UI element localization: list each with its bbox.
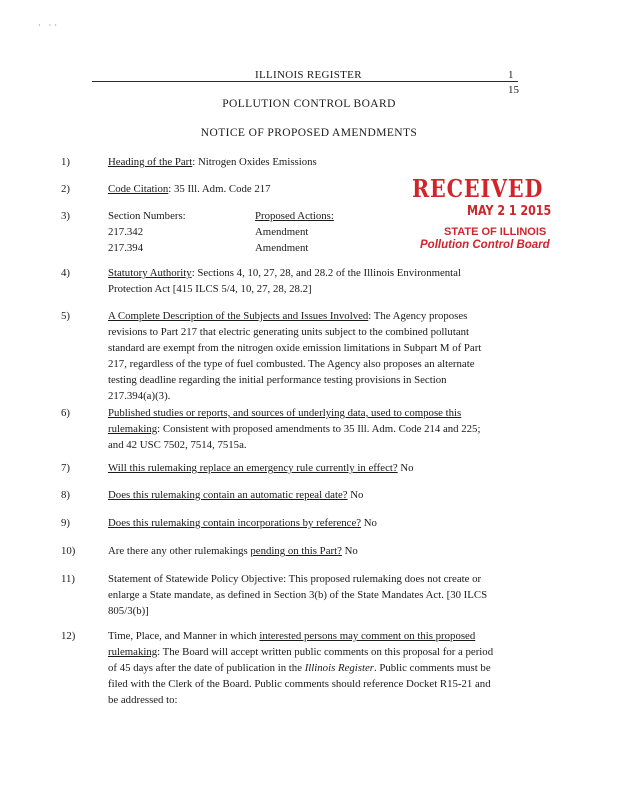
item-text: : Sections 4, 10, 27, 28, and 28.2 of the Illinois Environmental — [191, 267, 461, 279]
item-7 — [61, 460, 561, 476]
item-number: 7) — [61, 462, 70, 474]
item-text: No — [397, 462, 414, 474]
page-mark: 1 — [508, 69, 514, 81]
notice-title: NOTICE OF PROPOSED AMENDMENTS — [200, 127, 418, 139]
item-text: : Consistent with proposed amendments to 35 Ill. Adm. Code 214 and 225; — [157, 423, 481, 435]
proposed-action: Amendment — [255, 226, 309, 238]
item-text: : The Agency proposes — [368, 310, 468, 322]
item-number: 8) — [61, 489, 70, 501]
scan-speck: · ·· — [38, 21, 60, 30]
item-text: : Nitrogen Oxides Emissions — [192, 156, 317, 168]
proposed-actions-header: Proposed Actions: — [255, 210, 334, 222]
stamp-date: MAY 2 1 2015 — [467, 204, 552, 219]
register-title: ILLINOIS REGISTER — [255, 69, 362, 81]
item-number: 9) — [61, 517, 70, 529]
item-number: 12) — [61, 630, 76, 642]
item-label: Does this rulemaking contain an automatic repeal date? — [108, 489, 348, 501]
item-5 — [61, 308, 561, 404]
item-number: 5) — [61, 310, 70, 322]
item-2 — [61, 181, 561, 197]
item-number: 3) — [61, 210, 70, 222]
item-label: pending on this Part? — [250, 545, 342, 557]
item-3 — [61, 208, 561, 256]
item-number: 2) — [61, 183, 70, 195]
item-8 — [61, 487, 561, 503]
item-text: Statement of Statewide Policy Objective: This proposed rulemaking does not create or — [108, 573, 482, 585]
item-text: No — [347, 489, 364, 501]
item-4 — [61, 265, 561, 297]
board-title: POLLUTION CONTROL BOARD — [222, 98, 396, 110]
stamp-state: STATE OF ILLINOIS — [444, 226, 547, 238]
item-number: 11) — [61, 573, 75, 585]
item-text: testing deadline regarding the initial performance testing provisions in Section — [108, 374, 447, 386]
proposed-action: Amendment — [255, 242, 309, 254]
section-number: 217.394 — [108, 242, 144, 254]
item-text: and 42 USC 7502, 7514, 7515a. — [108, 439, 247, 451]
stamp-received: RECEIVED — [412, 174, 544, 203]
item-text: enlarge a State mandate, as defined in Section 3(b) of the State Mandates Act. [30 ILCS — [108, 589, 488, 601]
item-10 — [61, 543, 561, 559]
item-label: Will this rulemaking replace an emergency rule currently in effect? — [108, 462, 398, 474]
item-11 — [61, 571, 561, 619]
stamp-board: Pollution Control Board — [420, 239, 550, 251]
item-text: 217.394(a)(3). — [108, 390, 171, 402]
item-label: Code Citation — [108, 183, 169, 195]
page-number: 15 — [508, 84, 519, 96]
item-text: Time, Place, and Manner in which — [108, 630, 260, 642]
item-label: Heading of the Part — [108, 156, 193, 168]
item-text: 805/3(b)] — [108, 605, 149, 617]
item-6 — [61, 405, 561, 453]
section-numbers-header: Section Numbers: — [108, 210, 186, 222]
item-label: A Complete Description of the Subjects and Issues Involved — [108, 310, 369, 322]
item-text: Are there any other rulemakings — [108, 545, 251, 557]
item-number: 1) — [61, 156, 70, 168]
item-text: standard are exempt from the nitrogen oxide emission limitations in Subpart M of Part — [108, 342, 482, 354]
item-text: No — [361, 517, 377, 529]
item-text: No — [341, 545, 358, 557]
item-label: Published studies or reports, and sources of underlying data, used to compose this — [108, 407, 462, 419]
item-text: : The Board will accept written public comments on this proposal for a period — [157, 646, 494, 658]
item-label: rulemaking — [108, 423, 158, 435]
item-italic: Illinois Register — [304, 662, 374, 674]
section-number: 217.342 — [108, 226, 144, 238]
item-number: 4) — [61, 267, 70, 279]
item-number: 10) — [61, 545, 76, 557]
item-12 — [61, 628, 561, 708]
item-text: filed with the Clerk of the Board. Public comments should reference Docket R15-21 and — [108, 678, 491, 690]
item-1 — [61, 154, 561, 170]
header-rule — [92, 81, 518, 82]
item-label: Statutory Authority — [108, 267, 192, 279]
item-text: : 35 Ill. Adm. Code 217 — [168, 183, 271, 195]
item-9 — [61, 515, 561, 531]
item-text: revisions to Part 217 that electric generating units subject to the combined pollutant — [108, 326, 470, 338]
item-text: 217, regardless of the type of fuel combusted. The Agency also proposes an alternate — [108, 358, 475, 370]
item-label: Does this rulemaking contain incorporations by reference? — [108, 517, 362, 529]
item-text: Protection Act [415 ILCS 5/4, 10, 27, 28, 28.2] — [108, 283, 312, 295]
item-label: rulemaking — [108, 646, 158, 658]
item-text: be addressed to: — [108, 694, 178, 706]
item-text: . Public comments must be — [373, 662, 491, 674]
item-label: interested persons may comment on this proposed — [259, 630, 476, 642]
item-number: 6) — [61, 407, 70, 419]
item-text: of 45 days after the date of publication in the — [108, 662, 305, 674]
